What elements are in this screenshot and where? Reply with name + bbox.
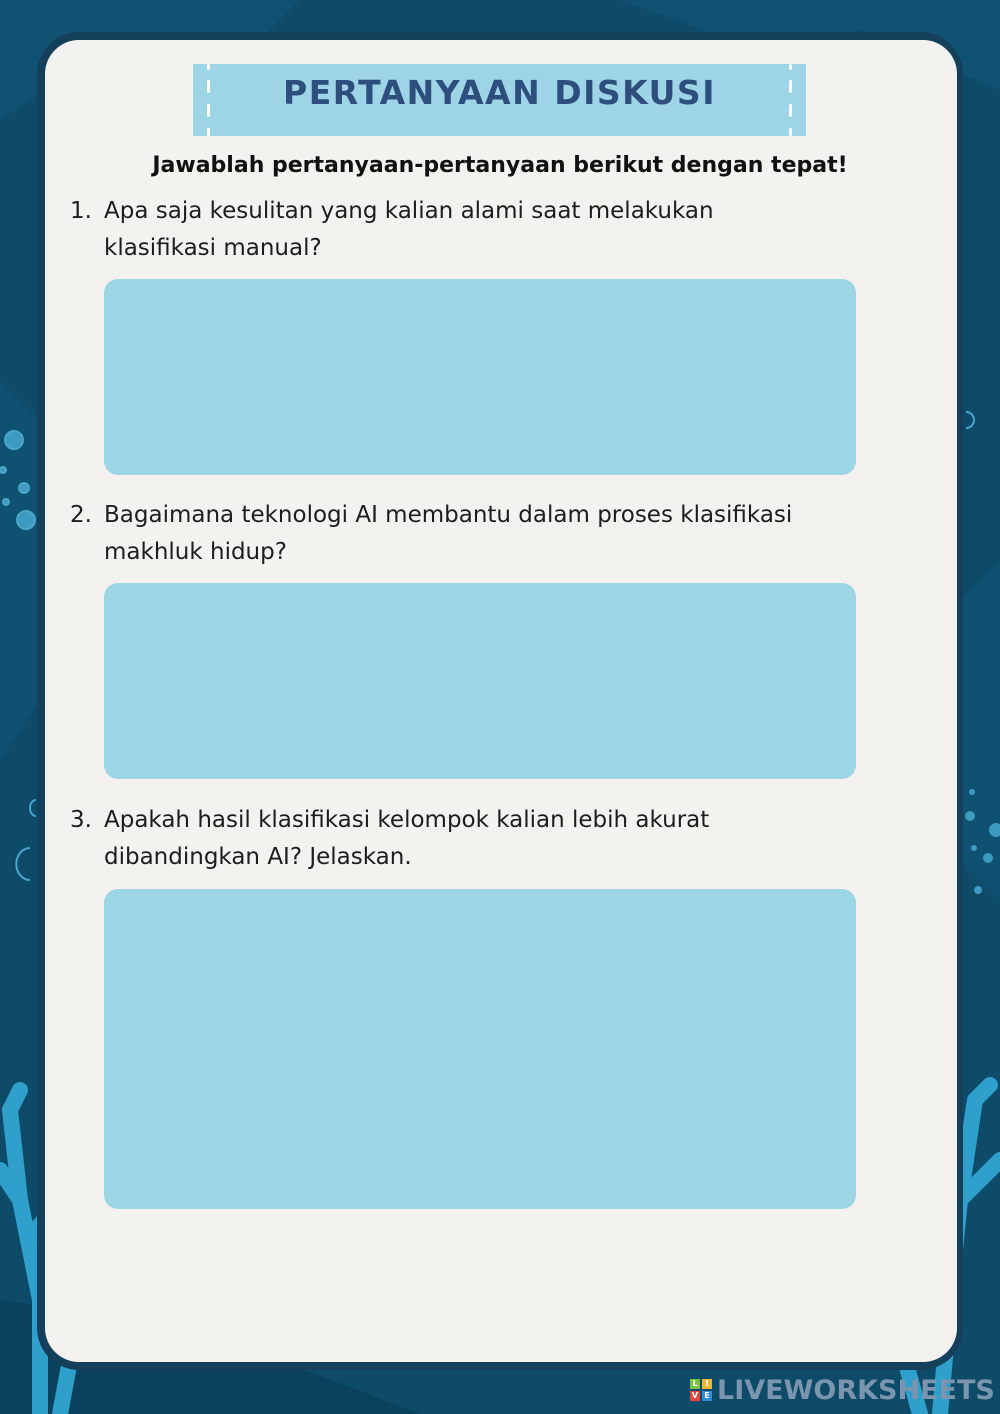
instruction-text: Jawablah pertanyaan-pertanyaan berikut dengan tepat! (152, 153, 848, 178)
logo-letter: E (702, 1391, 712, 1401)
answer-field-2[interactable] (104, 583, 856, 779)
logo-mark-icon (690, 1379, 712, 1401)
question-1 (70, 193, 890, 267)
question-number: 2. (70, 502, 92, 528)
question-text: Apa saja kesulitan yang kalian alami saat melakukan klasifikasi manual? (104, 198, 714, 261)
question-3 (70, 802, 890, 876)
question-number: 1. (70, 198, 92, 224)
answer-field-1[interactable] (104, 279, 856, 475)
question-2 (70, 497, 890, 571)
answer-field-3[interactable] (104, 889, 856, 1209)
question-text: Bagaimana teknologi AI membantu dalam proses klasifikasi makhluk hidup? (104, 502, 793, 565)
banner-stitch (207, 128, 210, 136)
page-title: PERTANYAAN DISKUSI (283, 73, 716, 112)
banner-stitch (789, 128, 792, 136)
logo-letter: I (702, 1379, 712, 1389)
question-number: 3. (70, 807, 92, 833)
logo-letter: V (691, 1391, 699, 1400)
logo-letter: L (690, 1379, 700, 1389)
brand-name: LIVEWORKSHEETS (717, 1374, 995, 1406)
liveworksheets-logo[interactable] (690, 1376, 995, 1404)
question-text: Apakah hasil klasifikasi kelompok kalian lebih akurat dibandingkan AI? Jelaskan. (104, 807, 710, 870)
title-banner (193, 64, 806, 136)
